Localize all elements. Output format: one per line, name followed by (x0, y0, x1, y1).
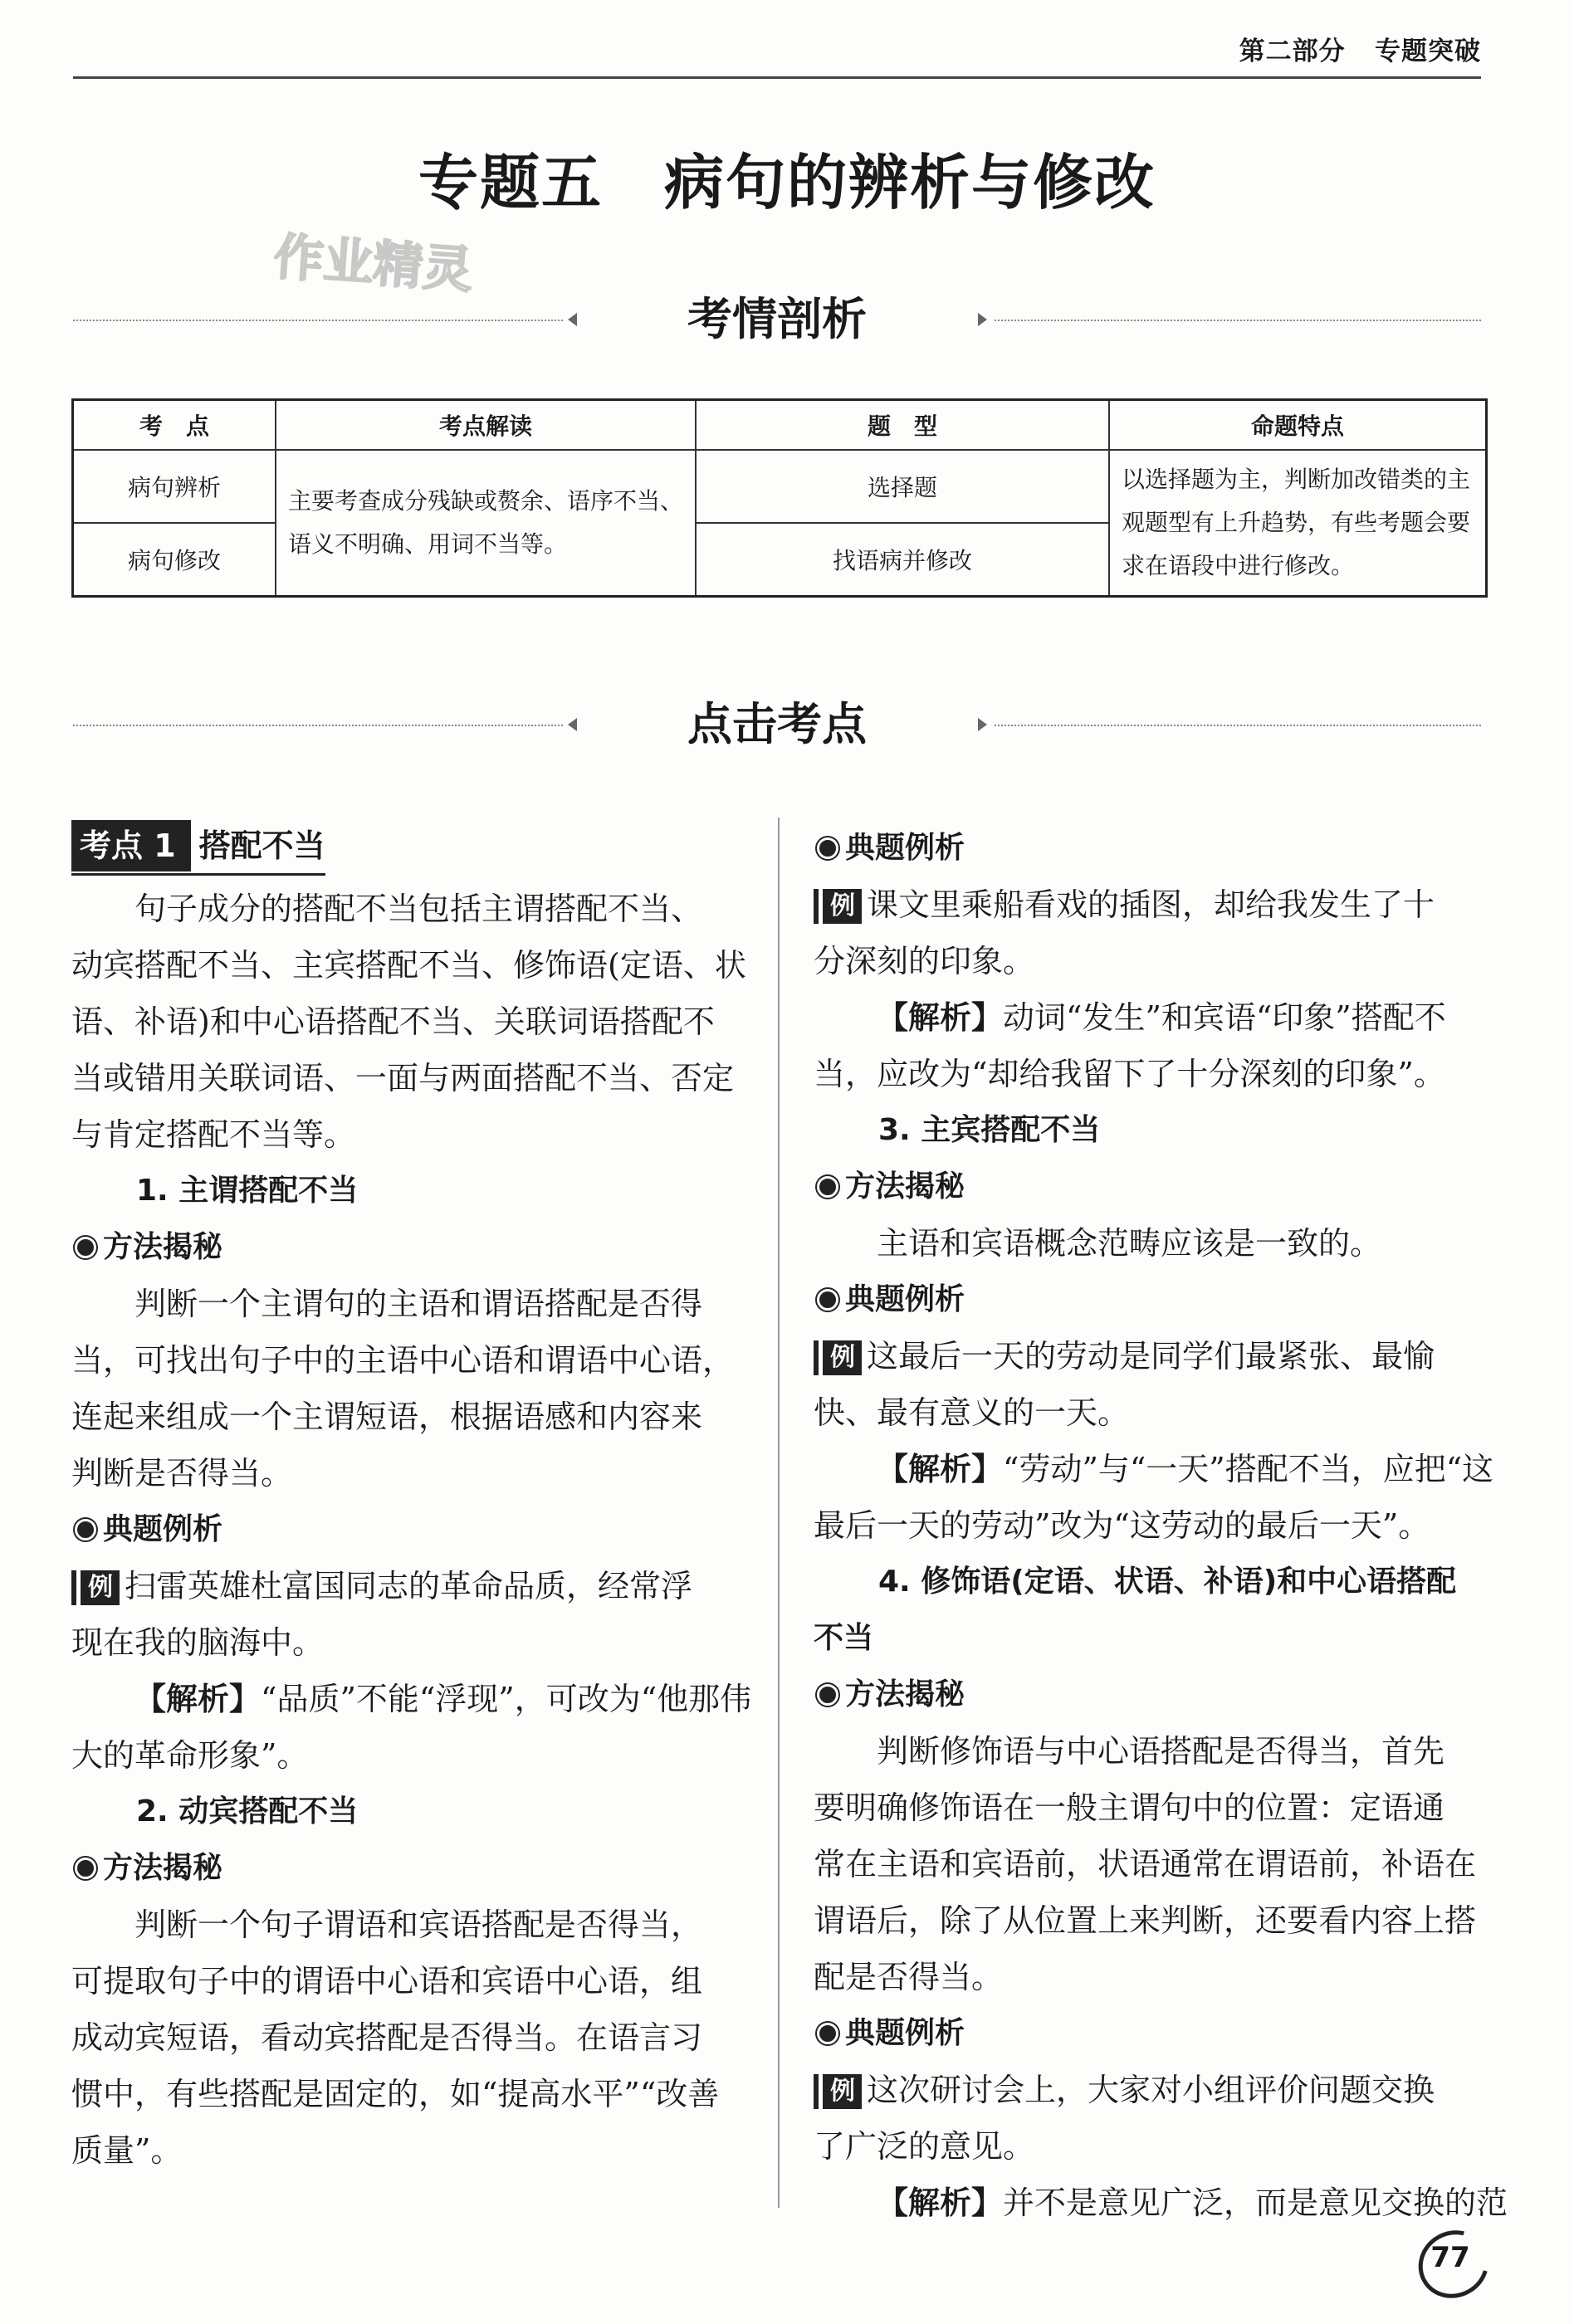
section-heading-points (73, 700, 1481, 749)
bullet-icon (75, 1237, 96, 1258)
subsection-title: 2. 动宾搭配不当 (136, 1794, 359, 1828)
table-header: 命题特点 (1109, 400, 1487, 451)
analysis-label: 【解析】 (877, 2185, 1004, 2221)
subsection-title: 3. 主宾搭配不当 (878, 1113, 1101, 1147)
kaodian-heading (71, 820, 325, 876)
analysis-block: 【解析】并不是意见广泛，而是意见交换的范 (877, 2185, 1508, 2221)
example-tag: 典题例析 (814, 820, 1488, 876)
bullet-icon (75, 1519, 96, 1540)
example-block: 例 课文里乘船看戏的插图，却给我发生了十 分深刻的印象。 (814, 886, 1435, 979)
bullet-icon (817, 837, 838, 859)
kaodian-badge: 考点 1 (71, 820, 191, 872)
method-tag: 方法揭秘 (71, 1840, 745, 1897)
analysis-label: 【解析】 (877, 1451, 1004, 1487)
example-block: 例 这最后一天的劳动是同学们最紧张、最愉 快、最有意义的一天。 (814, 1338, 1435, 1431)
exam-analysis-table (71, 398, 1488, 598)
intro-paragraph: 句子成分的搭配不当包括主谓搭配不当、 动宾搭配不当、主宾搭配不当、修饰语(定语、状 语、补语)和中心语搭配不当、关联词语搭配不 当或错用关联词语、一面与两面搭配不当、否定 与肯定搭配不当等。 (71, 891, 746, 1153)
watermark: 作业精灵 (271, 227, 475, 300)
table-cell: 病句修改 (73, 523, 276, 597)
table-cell: 找语病并修改 (696, 523, 1109, 597)
analysis-block: 【解析】“品质”不能“浮现”，可改为“他那伟 大的革命形象”。 (71, 1681, 752, 1774)
table-header: 考 点 (73, 400, 276, 451)
subsection-title: 4. 修饰语(定语、状语、补语)和中心语搭配 不当 (814, 1565, 1457, 1655)
method-paragraph: 判断一个主谓句的主语和谓语搭配是否得 当，可找出句子中的主语中心语和谓语中心语， 连起来组成一个主谓短语，根据语感和内容来 判断是否得当。 (71, 1286, 735, 1492)
table-cell: 以选择题为主，判断加改错类的主观题型有上升趋势，有些考题会要求在语段中进行修改。 (1109, 450, 1487, 597)
example-block: 例 扫雷英雄杜富国同志的革命品质，经常浮 现在我的脑海中。 (71, 1568, 693, 1661)
method-paragraph: 判断一个句子谓语和宾语搭配是否得当， 可提取句子中的谓语中心语和宾语中心语，组 成动宾短语，看动宾搭配是否得当。在语言习 惯中，有些搭配是固定的，如“提高水平”“改善 质量”。 (71, 1907, 720, 2169)
method-paragraph: 判断修饰语与中心语搭配是否得当，首先 要明确修饰语在一般主谓句中的位置：定语通 常在主语和宾语前，状语通常在谓语前，补语在 谓语后，除了从位置上来判断，还要看内容上搭 配是否得当。 (814, 1733, 1477, 1995)
section-heading-analysis (73, 295, 1481, 344)
bullet-icon (817, 1289, 838, 1311)
bullet-icon (817, 1176, 838, 1198)
analysis-block: 【解析】动词“发生”和宾语“印象”搭配不 当，应改为“却给我留下了十分深刻的印象”。 (814, 999, 1446, 1092)
header-topic: 专题突破 (1375, 37, 1481, 66)
right-column (814, 820, 1508, 2231)
subsection-title: 1. 主谓搭配不当 (136, 1174, 359, 1208)
table-cell: 主要考查成分残缺或赘余、语序不当、语义不明确、用词不当等。 (276, 450, 696, 597)
bullet-icon (75, 1858, 96, 1879)
analysis-label: 【解析】 (134, 1681, 262, 1717)
example-badge: 例 (814, 889, 862, 924)
example-tag: 典题例析 (71, 1501, 745, 1558)
bullet-icon (817, 1684, 838, 1706)
running-header (1239, 30, 1481, 67)
table-cell: 选择题 (696, 450, 1109, 523)
page-title: 专题五 病句的辨析与修改 (418, 148, 1156, 217)
example-tag: 典题例析 (814, 2005, 1488, 2062)
bullet-icon (817, 2023, 838, 2044)
header-section: 第二部分 (1239, 37, 1346, 66)
method-tag: 方法揭秘 (814, 1667, 1488, 1723)
kaodian-title: 搭配不当 (198, 828, 325, 864)
method-tag: 方法揭秘 (814, 1159, 1488, 1215)
example-block: 例 这次研讨会上，大家对小组评价问题交换 了广泛的意见。 (814, 2072, 1435, 2165)
page-number: 77 (1413, 2228, 1488, 2294)
analysis-label: 【解析】 (877, 999, 1004, 1036)
analysis-block: 【解析】“劳动”与“一天”搭配不当，应把“这 最后一天的劳动”改为“这劳动的最后一天”。 (814, 1451, 1494, 1544)
example-badge: 例 (814, 2074, 862, 2109)
column-divider (778, 818, 780, 2208)
method-paragraph: 主语和宾语概念范畴应该是一致的。 (877, 1225, 1382, 1262)
table-header: 题 型 (696, 400, 1109, 451)
section-title: 考情剖析 (687, 293, 867, 345)
example-badge: 例 (71, 1570, 120, 1605)
example-tag: 典题例析 (814, 1272, 1488, 1328)
table-header: 考点解读 (276, 400, 696, 451)
table-cell: 病句辨析 (73, 450, 276, 523)
left-column (71, 820, 752, 2179)
method-tag: 方法揭秘 (71, 1219, 745, 1276)
section-title: 点击考点 (687, 698, 867, 750)
header-rule (73, 76, 1481, 79)
example-badge: 例 (814, 1340, 862, 1375)
